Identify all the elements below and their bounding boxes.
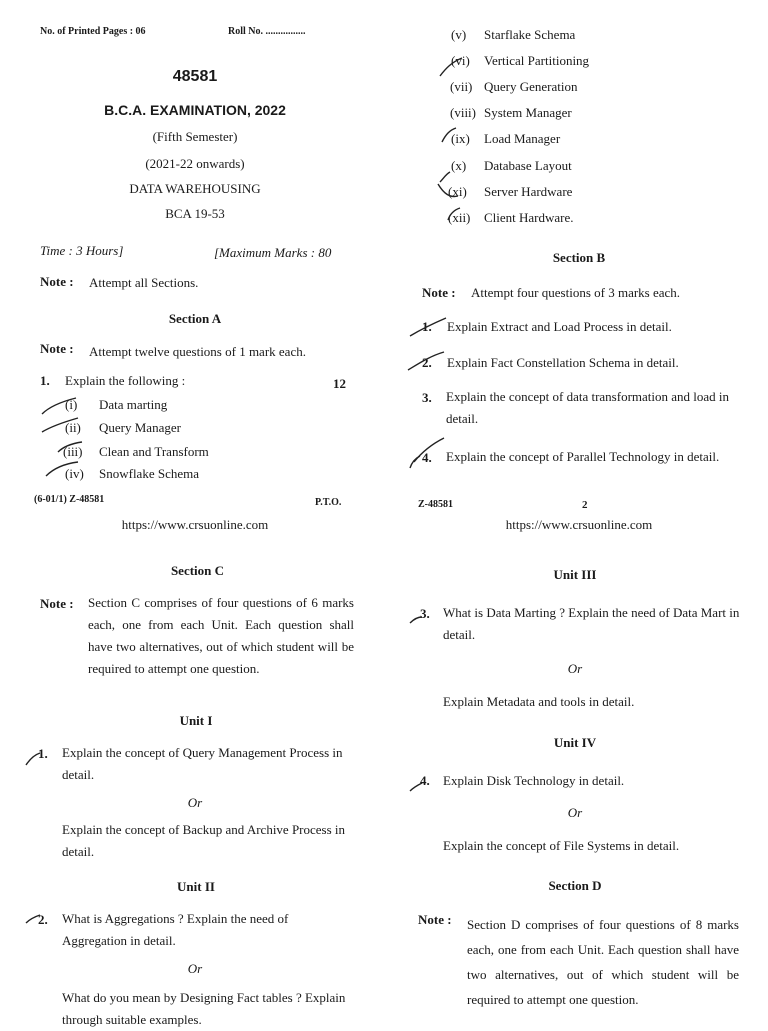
footer-code: Z-48581	[418, 499, 453, 510]
subject: DATA WAREHOUSING	[129, 181, 261, 196]
footer-url: https://www.crsuonline.com	[121, 517, 269, 532]
section-b-note-label: Note :	[422, 285, 456, 300]
item-num: (iii)	[63, 444, 83, 459]
q1-text: Explain the following :	[65, 373, 186, 388]
item-num: (i)	[65, 397, 78, 412]
item-text: Snowflake Schema	[99, 466, 200, 481]
unit-3-q-number: 3.	[420, 606, 430, 621]
unit-2-q-number: 2.	[38, 912, 48, 927]
item-text: Query Manager	[99, 420, 181, 435]
item-text: Data marting	[99, 397, 168, 412]
unit-3-q-text: What is Data Marting ? Explain the need of Data Mart in detail.	[443, 605, 740, 642]
scheme: (2021-22 onwards)	[145, 156, 245, 171]
q1-marks: 12	[333, 376, 346, 391]
item-num: (iv)	[65, 466, 84, 481]
item-num: (viii)	[450, 105, 476, 120]
pen-mark-icon	[408, 605, 428, 795]
item-text: Server Hardware	[484, 184, 573, 199]
sb-q-text: Explain Fact Constellation Schema in detail.	[447, 355, 679, 370]
note-text: Attempt all Sections.	[89, 275, 199, 290]
pen-mark-icon	[24, 745, 44, 925]
q1-number: 1.	[40, 373, 50, 388]
sb-q-number: 2.	[422, 355, 432, 370]
item-num: (vii)	[450, 79, 473, 94]
unit-4-or: Or	[567, 805, 583, 820]
pen-mark-icon	[404, 312, 450, 472]
sb-q-text: Explain Extract and Load Process in detail.	[447, 319, 672, 334]
unit-4-title: Unit IV	[553, 735, 597, 750]
section-d-note-text: Section D comprises of four questions of 8 marks each, one from each Unit. Each question shall have two alternatives, out of which student will be required to attempt one question.	[467, 917, 739, 1007]
unit-3-alt-text: Explain Metadata and tools in detail.	[443, 694, 635, 709]
sb-q-number: 1.	[422, 319, 432, 334]
section-b-title: Section B	[552, 250, 606, 265]
unit-2-title: Unit II	[177, 879, 215, 894]
item-text: System Manager	[484, 105, 572, 120]
item-num: (v)	[451, 27, 467, 42]
item-num: (ix)	[451, 131, 470, 146]
unit-3-or: Or	[567, 661, 583, 676]
section-b-note-text: Attempt four questions of 3 marks each.	[471, 285, 681, 300]
unit-1-title: Unit I	[179, 713, 213, 728]
max-marks-label: [Maximum Marks : 80	[214, 245, 332, 260]
unit-1-q-number: 1.	[38, 746, 48, 761]
item-text: Starflake Schema	[484, 27, 576, 42]
unit-1-q-text: Explain the concept of Query Management Process in detail.	[62, 745, 343, 782]
unit-1-or: Or	[187, 795, 203, 810]
item-text: Database Layout	[484, 158, 572, 173]
roll-no: Roll No. ................	[228, 26, 306, 37]
exam-title: B.C.A. EXAMINATION, 2022	[104, 102, 286, 118]
section-a-note-text: Attempt twelve questions of 1 mark each.	[89, 344, 306, 359]
sb-q-number: 3.	[422, 390, 432, 405]
item-text: Client Hardware.	[484, 210, 574, 225]
item-num: (xi)	[448, 184, 467, 199]
note-label: Note :	[40, 274, 74, 289]
footer-url: https://www.crsuonline.com	[505, 517, 653, 532]
item-num: (ii)	[65, 420, 81, 435]
item-text: Clean and Transform	[99, 444, 209, 459]
unit-3-title: Unit III	[553, 567, 597, 582]
unit-4-alt-text: Explain the concept of File Systems in detail.	[443, 838, 680, 853]
section-d-note-label: Note :	[418, 912, 452, 927]
unit-2-or: Or	[187, 961, 203, 976]
sb-q-text: Explain the concept of Parallel Technology in detail.	[446, 449, 720, 464]
item-num: (x)	[451, 158, 467, 173]
pen-mark-icon	[38, 392, 88, 492]
unit-1-alt-text: Explain the concept of Backup and Archive Process in detail.	[62, 822, 346, 859]
unit-4-q-number: 4.	[420, 773, 430, 788]
item-text: Query Generation	[484, 79, 578, 94]
time-label: Time : 3 Hours]	[40, 243, 124, 258]
section-c-note-label: Note :	[40, 596, 74, 611]
section-c-note-text: Section C comprises of four questions of 6 marks each, one from each Unit. Each question shall have two alternatives, out of which student will be required to attempt one question.	[88, 595, 354, 676]
unit-2-q-text: What is Aggregations ? Explain the need of Aggregation in detail.	[62, 911, 289, 948]
item-text: Load Manager	[484, 131, 561, 146]
item-text: Vertical Partitioning	[484, 53, 590, 68]
unit-2-alt-text: What do you mean by Designing Fact tables ? Explain through suitable examples.	[62, 990, 346, 1027]
item-num: (xii)	[448, 210, 471, 225]
sb-q-text: Explain the concept of data transformation and load in detail.	[446, 389, 730, 426]
sb-q-number: 4.	[422, 450, 432, 465]
unit-4-q-text: Explain Disk Technology in detail.	[443, 773, 625, 788]
semester: (Fifth Semester)	[152, 129, 238, 144]
footer-page-number: 2	[582, 499, 588, 511]
pen-mark-icon	[436, 50, 466, 240]
section-d-title: Section D	[548, 878, 602, 893]
footer-code: (6-01/1) Z-48581	[34, 494, 105, 505]
item-num: (vi)	[451, 53, 470, 68]
paper-code: BCA 19-53	[165, 206, 225, 221]
section-a-note-label: Note :	[40, 341, 74, 356]
section-c-title: Section C	[170, 563, 225, 578]
footer-pto: P.T.O.	[315, 497, 342, 508]
printed-pages: No. of Printed Pages : 06	[40, 26, 146, 37]
paper-number: 48581	[172, 68, 218, 85]
section-a-title: Section A	[168, 311, 222, 326]
